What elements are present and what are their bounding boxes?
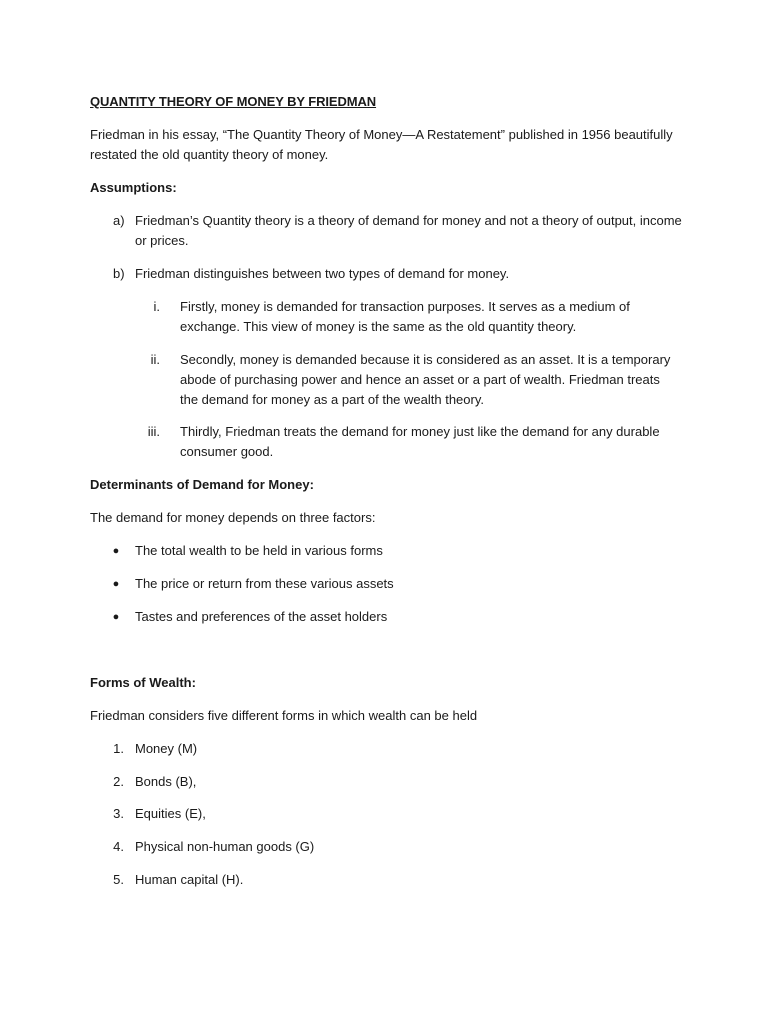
list-item-text: Bonds (B), bbox=[135, 774, 197, 789]
list-marker: iii. bbox=[147, 424, 160, 439]
list-marker: ii. bbox=[150, 352, 160, 367]
forms-intro: Friedman considers five different forms in which wealth can be held bbox=[90, 708, 478, 723]
list-item-text: Firstly, money is demanded for transaction purposes. It serves as a medium of exchange. This view of money is the same as the old quantity theory. bbox=[180, 299, 630, 334]
bullet-icon: ● bbox=[112, 578, 120, 590]
list-marker: 2. bbox=[113, 774, 124, 789]
list-item-text: Human capital (H). bbox=[135, 872, 244, 887]
list-item-text: Friedman distinguishes between two types of demand for money. bbox=[135, 266, 510, 281]
bullet-text: Tastes and preferences of the asset holders bbox=[135, 609, 388, 624]
document-title: QUANTITY THEORY OF MONEY BY FRIEDMAN bbox=[90, 94, 377, 109]
bullet-icon: ● bbox=[112, 545, 120, 557]
list-marker: b) bbox=[113, 266, 125, 281]
determinants-heading: Determinants of Demand for Money: bbox=[90, 477, 314, 492]
bullet-icon: ● bbox=[112, 611, 120, 623]
list-marker: 5. bbox=[113, 872, 124, 887]
list-item-text: Thirdly, Friedman treats the demand for money just like the demand for any durable consumer good. bbox=[180, 424, 660, 459]
bullet-text: The price or return from these various assets bbox=[135, 576, 394, 591]
list-item-text: Equities (E), bbox=[135, 806, 206, 821]
list-item-text: Physical non-human goods (G) bbox=[135, 839, 315, 854]
list-item-text: Friedman’s Quantity theory is a theory of demand for money and not a theory of output, income or prices. bbox=[135, 213, 682, 248]
bullet-text: The total wealth to be held in various forms bbox=[135, 543, 383, 558]
list-marker: i. bbox=[153, 299, 160, 314]
determinants-intro: The demand for money depends on three factors: bbox=[90, 510, 376, 525]
list-marker: a) bbox=[113, 213, 125, 228]
list-marker: 1. bbox=[113, 741, 124, 756]
forms-heading: Forms of Wealth: bbox=[90, 675, 196, 690]
list-marker: 4. bbox=[113, 839, 124, 854]
assumptions-heading: Assumptions: bbox=[90, 180, 177, 195]
list-item-text: Secondly, money is demanded because it is considered as an asset. It is a temporary abode of purchasing power and hence an asset or a part of wealth. Friedman treats the demand for money as a part of the wealth theory. bbox=[180, 352, 671, 407]
list-item-text: Money (M) bbox=[135, 741, 198, 756]
list-marker: 3. bbox=[113, 806, 124, 821]
intro-paragraph: Friedman in his essay, “The Quantity Theory of Money—A Restatement” published in 1956 beautifully restated the old quantity theory of money. bbox=[90, 127, 673, 162]
